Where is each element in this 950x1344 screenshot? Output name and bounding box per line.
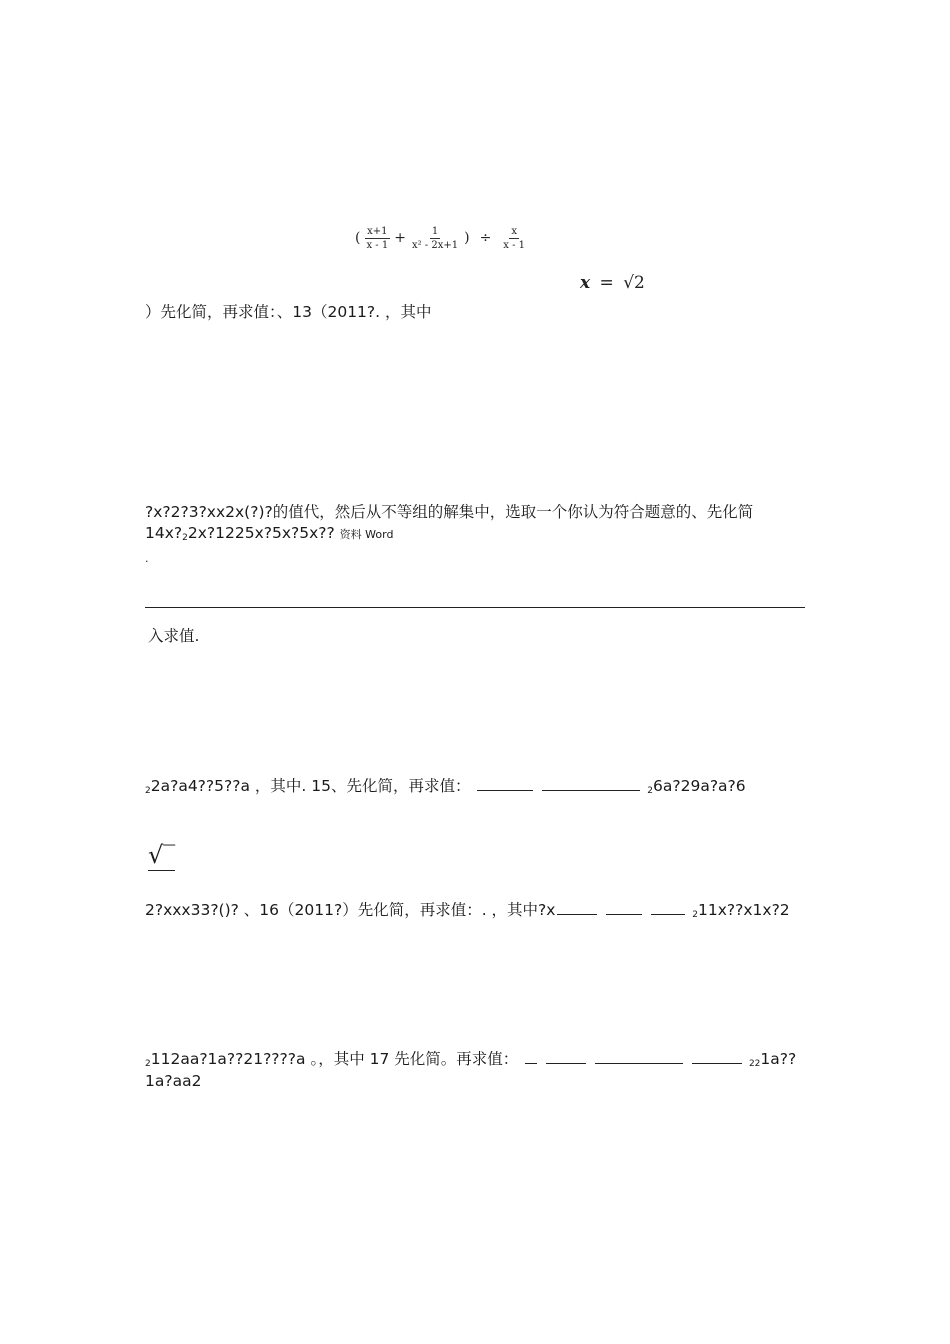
q16-sub: 2 bbox=[692, 910, 699, 920]
q14-line2-main: 14x? bbox=[145, 524, 183, 542]
question-14-line-2 bbox=[145, 524, 393, 542]
formula-expression bbox=[355, 218, 527, 258]
formula-fraction-1-den: x - 1 bbox=[366, 239, 389, 251]
q17-sub-2: 22 bbox=[748, 1059, 761, 1069]
question-17-line-1 bbox=[145, 1047, 796, 1069]
formula-fraction-2-den: x² - 2x+1 bbox=[411, 239, 459, 251]
q14-source-note: 资料 Word bbox=[339, 528, 394, 541]
q16-blank-1[interactable] bbox=[557, 902, 597, 915]
q17-blank-2[interactable] bbox=[546, 1051, 586, 1064]
formula-fraction-3 bbox=[501, 225, 527, 252]
horizontal-divider bbox=[145, 607, 805, 608]
formula-fraction-1-num: x+1 bbox=[367, 225, 388, 237]
q16-blank-3[interactable] bbox=[651, 902, 685, 915]
q15-part-1: 2a?a4??5??a bbox=[150, 777, 250, 795]
formula-fraction-1 bbox=[364, 225, 390, 252]
q16-part-1: 2?xxx33?()? 、16（2011?）先化简，再求值：. ，其中?x bbox=[145, 901, 556, 919]
question-15-line bbox=[145, 774, 746, 796]
q15-sub-1: 2 bbox=[145, 786, 151, 796]
formula-fraction-2-num: 1 bbox=[431, 225, 439, 237]
q17-part-1: 112aa?1a??21????a bbox=[150, 1050, 306, 1068]
formula-divide: ÷ bbox=[479, 230, 492, 246]
q17-blank-3[interactable] bbox=[595, 1051, 683, 1064]
q15-blank-2[interactable] bbox=[542, 778, 640, 791]
q16-part-2: 11x??x1x?2 bbox=[698, 901, 790, 919]
q17-blank-1[interactable] bbox=[525, 1051, 537, 1064]
q17-part-3: 1a?? bbox=[760, 1050, 797, 1068]
sqrt-symbol-glyph: √‾ bbox=[148, 841, 176, 869]
q14-line2-sub: 2 bbox=[182, 533, 188, 543]
x-value-eq: = bbox=[599, 273, 614, 293]
q17-blank-4[interactable] bbox=[692, 1051, 742, 1064]
x-value-lhs: x bbox=[580, 273, 591, 293]
q14-dot: . bbox=[145, 552, 149, 565]
formula-fraction-3-num: x bbox=[511, 225, 517, 237]
q16-blank-2[interactable] bbox=[606, 902, 642, 915]
question-13-line: ）先化简，再求值：、13（2011?. ，其中 bbox=[145, 303, 432, 321]
formula-close-paren: ) bbox=[464, 230, 470, 246]
x-value-rad: √2 bbox=[623, 273, 645, 293]
question-14-line-1: ?x?2?3?xx2x(?)?的值代，然后从不等组的解集中，选取一个你认为符合题意的、先化简 bbox=[145, 503, 754, 521]
question-16-line bbox=[145, 898, 790, 920]
formula-open-paren: ( bbox=[355, 230, 361, 246]
formula-fraction-3-den: x - 1 bbox=[503, 239, 526, 251]
x-value-expression bbox=[580, 273, 645, 293]
q17-part-2: 。，其中 17 先化简。再求值： bbox=[310, 1050, 519, 1068]
formula-plus: + bbox=[394, 230, 406, 246]
q17-sub-1: 2 bbox=[145, 1059, 151, 1069]
q15-sub-2: 2 bbox=[647, 786, 654, 796]
q15-blank-1[interactable] bbox=[477, 778, 533, 791]
sqrt-symbol bbox=[148, 840, 175, 871]
question-14-end: 入求值. bbox=[148, 627, 200, 645]
q15-part-2: ，其中. 15、先化简，再求值： bbox=[254, 777, 471, 795]
question-17-line-2: 1a?aa2 bbox=[145, 1072, 202, 1090]
formula-fraction-2 bbox=[410, 225, 460, 252]
q15-part-3: 6a?29a?a?6 bbox=[653, 777, 746, 795]
q14-line2-rest: 2x?1225x?5x?5x?? bbox=[187, 524, 335, 542]
